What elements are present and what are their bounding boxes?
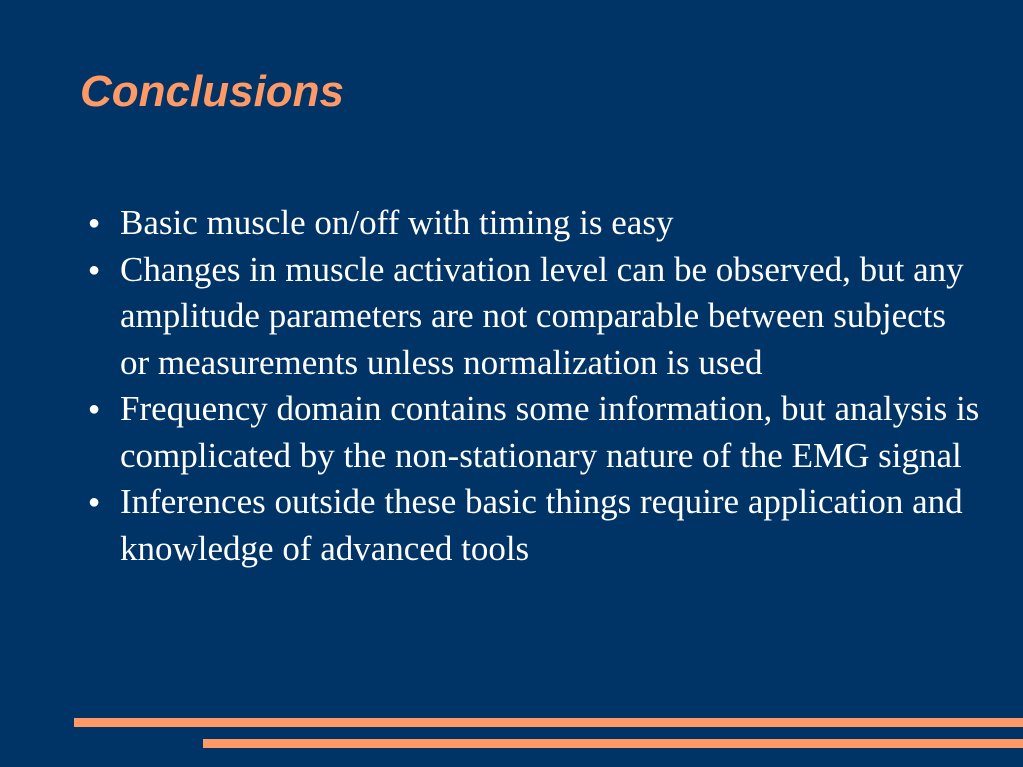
bullet-marker-icon: ●	[88, 258, 101, 281]
bullet-item	[80, 386, 980, 479]
bullet-marker-icon: ●	[88, 398, 101, 420]
bullet-text: Inferences outside these basic things require application and knowledge of advanced tools	[120, 482, 963, 568]
bullet-marker-icon: ●	[88, 212, 101, 234]
slide-title: Conclusions	[80, 67, 345, 116]
bullet-text: Frequency domain contains some information, but analysis is complicated by the non-stationary nature of the EMG signal	[120, 389, 980, 475]
bullet-item	[80, 247, 980, 387]
bullet-list	[80, 200, 980, 572]
decorative-rule-upper	[74, 718, 1023, 727]
bullet-item	[80, 200, 980, 247]
decorative-rule-lower	[203, 739, 1023, 748]
bullet-text: Basic muscle on/off with timing is easy	[120, 203, 674, 242]
bullet-marker-icon: ●	[88, 491, 101, 513]
bullet-text: Changes in muscle activation level can be observed, but any amplitude parameters are not comparable between subjects or measurements unless normalization is used	[120, 249, 964, 382]
bullet-item	[80, 479, 980, 572]
